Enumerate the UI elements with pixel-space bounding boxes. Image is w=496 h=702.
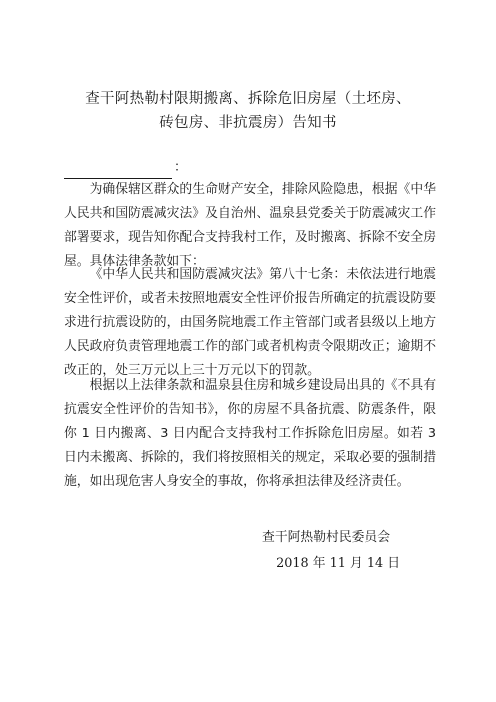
paragraph-2-text: 《中华人民共和国防震减灾法》第八十七条：未依法进行地震安全性评价，或者未按照地震安全性评价报告所确定的抗震设防要求进行抗震设防的，由国务院地震工作主管部门或者县级以上地方人民政府负责管理地震工作的部门或者机构责令限期改正；逾期不改正的，处三万元以上三十万元以下的罚款。 <box>64 267 436 378</box>
paragraph-3-text: 根据以上法律条款和温泉县住房和城乡建设局出具的《不具有抗震安全性评价的告知书》，你的房屋不具备抗震、防震条件，限你 1 日内搬离、3 日内配合支持我村工作拆除危旧房屋。如若 3 日内未搬离、拆除的，我们将按照相关的规定，采取必要的强制措施，如出现危害人身安全的事故，你将承担法律及经济责任。 <box>64 378 436 489</box>
paragraph-3 <box>64 374 436 494</box>
document-title-line-2: 砖包房、非抗震房）告知书 <box>159 115 337 131</box>
document-title-line-1: 查干阿热勒村限期搬离、拆除危旧房屋（土坯房、 <box>85 91 411 107</box>
salutation <box>64 157 187 179</box>
paragraph-1-text: 为确保辖区群众的生命财产安全，排除风险隐患，根据《中华人民共和国防震减灾法》及自治州、温泉县党委关于防震减灾工作部署要求，现告知你配合支持我村工作，及时搬离、拆除不安全房屋。具体法律条款如下： <box>64 182 436 269</box>
paragraph-1 <box>64 178 436 274</box>
issuer-signature: 查干阿热勒村民委员会 <box>262 530 390 545</box>
issue-date: 2018 年 11 月 14 日 <box>276 556 400 571</box>
paragraph-2 <box>64 263 436 383</box>
recipient-blank-line <box>64 162 172 179</box>
salutation-colon: ： <box>174 160 188 175</box>
